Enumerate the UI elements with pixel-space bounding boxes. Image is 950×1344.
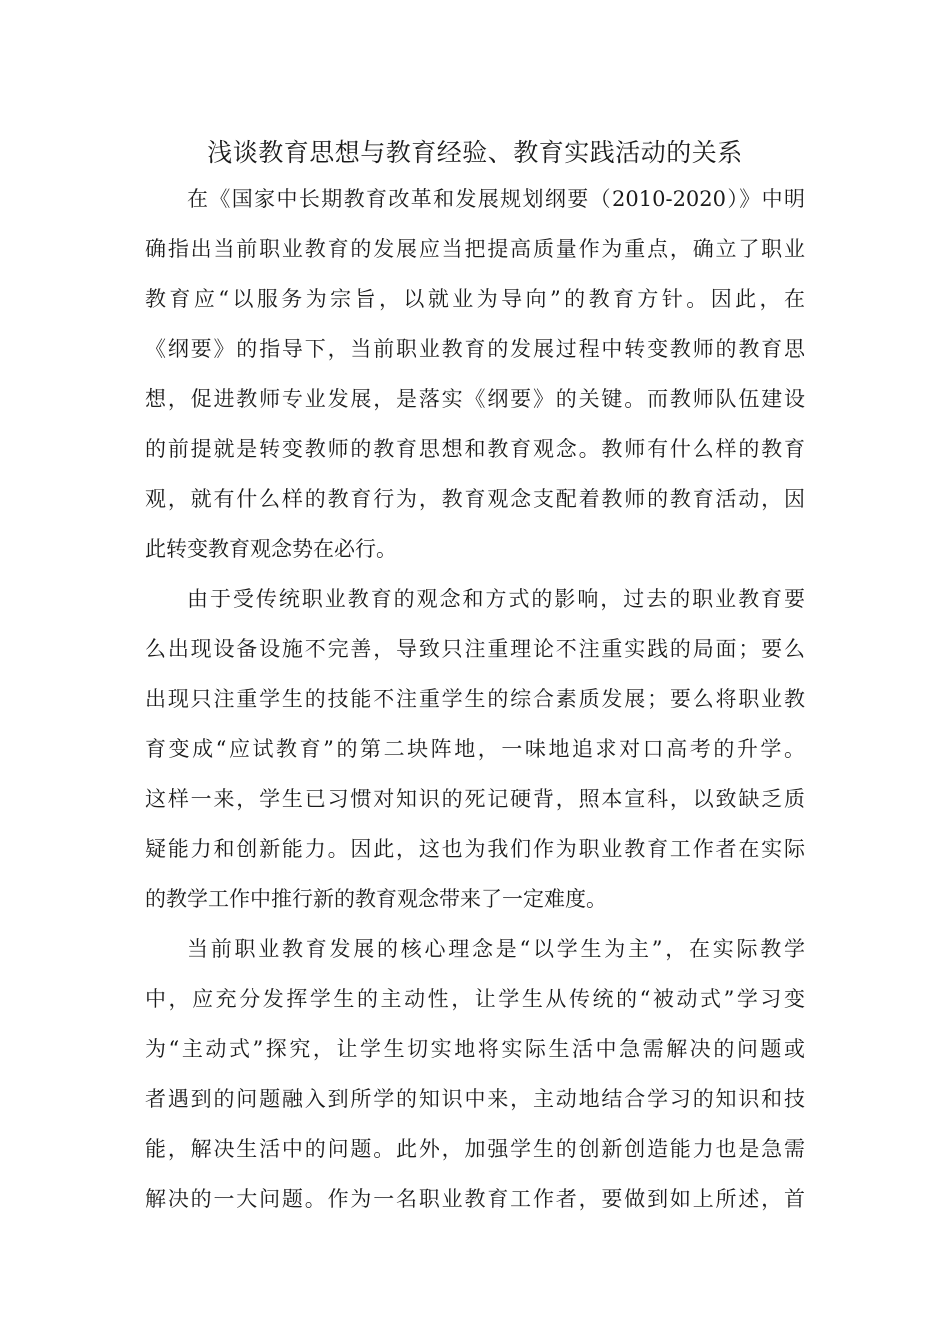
paragraph-1-line-3: 教育应“以服务为宗旨，以就业为导向”的教育方针。因此，在 [145,287,805,311]
paragraph-3-line-6: 解决的一大问题。作为一名职业教育工作者，要做到如上所述，首 [145,1187,805,1211]
paragraph-2-line-6: 疑能力和创新能力。因此，这也为我们作为职业教育工作者在实际 [145,837,805,861]
paragraph-1-line-6: 的前提就是转变教师的教育思想和教育观念。教师有什么样的教育 [145,437,805,461]
paragraph-3-line-3: 为“主动式”探究，让学生切实地将实际生活中急需解决的问题或 [145,1037,805,1061]
paragraph-1-line-1: 在《国家中长期教育改革和发展规划纲要（2010-2020）》中明 [187,187,805,211]
paragraph-2-line-1: 由于受传统职业教育的观念和方式的影响，过去的职业教育要 [187,587,805,611]
paragraph-3-line-1: 当前职业教育发展的核心理念是“以学生为主”，在实际教学 [187,937,805,961]
paragraph-2-line-2: 么出现设备设施不完善，导致只注重理论不注重实践的局面；要么 [145,637,805,661]
paragraph-1-line-7: 观，就有什么样的教育行为，教育观念支配着教师的教育活动，因 [145,487,805,511]
document-title: 浅谈教育思想与教育经验、教育实践活动的关系 [207,138,743,167]
paragraph-3-line-4: 者遇到的问题融入到所学的知识中来，主动地结合学习的知识和技 [145,1087,805,1111]
paragraph-2-line-3: 出现只注重学生的技能不注重学生的综合素质发展；要么将职业教 [145,687,805,711]
paragraph-3-line-5: 能，解决生活中的问题。此外，加强学生的创新创造能力也是急需 [145,1137,805,1161]
paragraph-2-line-7: 的教学工作中推行新的教育观念带来了一定难度。 [145,887,607,911]
paragraph-2-line-4: 育变成“应试教育”的第二块阵地，一味地追求对口高考的升学。 [145,737,805,761]
paragraph-1-line-8: 此转变教育观念势在必行。 [145,537,397,561]
paragraph-1-line-4: 《纲要》的指导下，当前职业教育的发展过程中转变教师的教育思 [145,337,805,361]
paragraph-2-line-5: 这样一来，学生已习惯对知识的死记硬背，照本宣科，以致缺乏质 [145,787,805,811]
paragraph-1-line-5: 想，促进教师专业发展，是落实《纲要》的关键。而教师队伍建设 [145,387,805,411]
paragraph-1-line-2: 确指出当前职业教育的发展应当把提高质量作为重点，确立了职业 [145,237,805,261]
paragraph-3-line-2: 中，应充分发挥学生的主动性，让学生从传统的“被动式”学习变 [145,987,805,1011]
